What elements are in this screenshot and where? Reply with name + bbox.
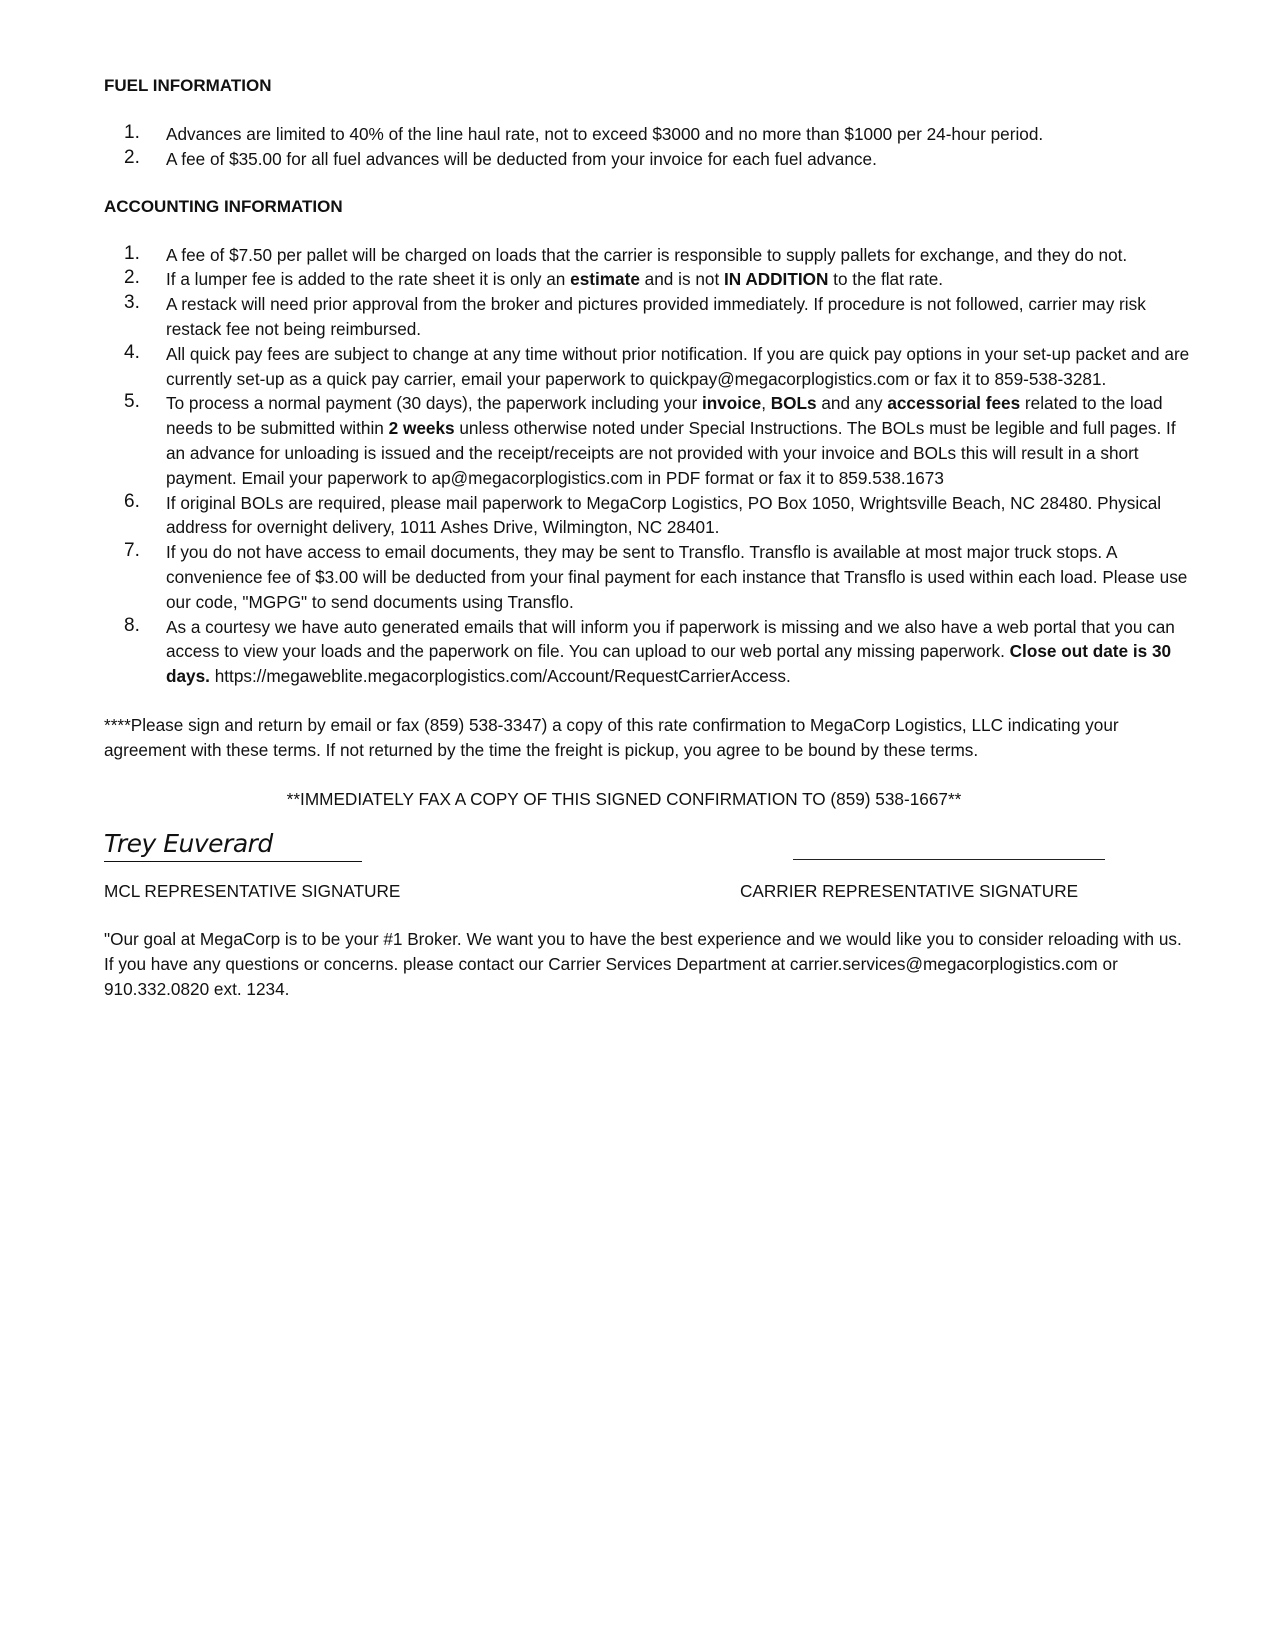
item-number: 8.: [124, 614, 140, 636]
item-text: As a courtesy we have auto generated emails that will inform you if paperwork is missing and we also have a web portal that you can access to view your loads and the paperwork on file. You can upload to our web portal any missing paperwork.: [166, 616, 1175, 662]
bold-text: invoice: [701, 393, 762, 414]
bold-text: Close out date is 30 days.: [166, 641, 1172, 687]
list-item: [104, 491, 1194, 541]
item-text: Advances are limited to 40% of the line haul rate, not to exceed $3000 and no more than $1000 per 24-hour period.: [166, 124, 1044, 144]
item-number: 2.: [124, 267, 140, 289]
list-item: [104, 342, 1194, 392]
list-item: [104, 615, 1194, 689]
list-item: [104, 292, 1194, 342]
list-item: [104, 267, 1194, 292]
fuel-information-heading: FUEL INFORMATION: [104, 76, 272, 95]
list-item: [104, 122, 1194, 147]
item-text: to the flat rate.: [828, 269, 944, 290]
item-text: If you do not have access to email documents, they may be sent to Transflo. Transflo is available at most major truck stops. A convenience fee of $3.00 will be deducted from your final payment for each instance that Transflo is used within each load. Please use our code, "MGPG" to send documents using Transflo.: [166, 542, 1188, 612]
item-text: unless otherwise noted under Special Instructions. The BOLs must be legible and full pages. If an advance for unloading is issued and the receipt/receipts are not provided with your invoice and BOLs this will result in a short payment. Email your paperwork to ap@megacorplogistics.com in PDF format or fax it to 859.538.1673: [166, 418, 1176, 488]
item-text: A restack will need prior approval from the broker and pictures provided immediately. If procedure is not followed, carrier may risk restack fee not being reimbursed.: [166, 294, 1146, 339]
item-text: and is not: [639, 269, 724, 290]
item-number: 6.: [124, 490, 140, 512]
item-text: If a lumper fee is added to the rate sheet it is only an: [166, 269, 571, 290]
bold-text: BOLs: [770, 393, 817, 414]
bold-text: 2 weeks: [388, 418, 455, 439]
fax-notice: **IMMEDIATELY FAX A COPY OF THIS SIGNED CONFIRMATION TO (859) 538-1667**: [286, 788, 962, 809]
accounting-terms-list: [104, 243, 1194, 689]
item-number: 5.: [124, 391, 140, 413]
bold-text: accessorial fees: [887, 393, 1021, 414]
item-number: 1.: [124, 122, 140, 143]
accounting-information-heading: ACCOUNTING INFORMATION: [104, 196, 343, 216]
item-text: If original BOLs are required, please mail paperwork to MegaCorp Logistics, PO Box 1050, Wrightsville Beach, NC 28480. Physical address for overnight delivery, 1011 Ashes Drive, Wilmington, NC 28401.: [166, 492, 1162, 538]
item-text: ,: [761, 393, 771, 414]
item-number: 2.: [124, 146, 140, 168]
closing-message: "Our goal at MegaCorp is to be your #1 Broker. We want you to have the best experience and we would like you to consider reloading with us. If you have any questions or concerns. please contact our Carrier Services Department at carrier.services@megacorplogistics.com or 910.332.0820 ext. 1234.: [104, 929, 1182, 999]
item-number: 1.: [124, 242, 140, 264]
list-item: [104, 540, 1194, 614]
item-number: 7.: [124, 540, 140, 562]
signature-labels: [104, 879, 1194, 904]
item-text: and any: [816, 393, 888, 414]
item-number: 3.: [124, 292, 140, 314]
signature-row: [104, 827, 1194, 867]
item-text: To process a normal payment (30 days), the paperwork including your: [166, 393, 702, 414]
item-text: A fee of $7.50 per pallet will be charged on loads that the carrier is responsible to supply pallets for exchange, and they do not.: [166, 244, 1128, 265]
list-item: [104, 391, 1194, 490]
carrier-signature-line[interactable]: [793, 859, 1105, 860]
item-text: A fee of $35.00 for all fuel advances will be deducted from your invoice for each fuel advance.: [166, 148, 877, 169]
item-text: All quick pay fees are subject to change at any time without prior notification. If you are quick pay options in your set-up packet and are currently set-up as a quick pay carrier, email your paperwork to quickpay@megacorplogistics.com or fax it to 859-538-3281.: [166, 343, 1190, 389]
item-number: 4.: [124, 341, 140, 363]
fuel-terms-list: [104, 122, 1194, 172]
carrier-signature-label: CARRIER REPRESENTATIVE SIGNATURE: [740, 881, 1079, 902]
item-text: https://megaweblite.megacorplogistics.com/Account/RequestCarrierAccess.: [209, 666, 791, 687]
document-page: [104, 74, 1194, 1002]
mcl-signature-line: Trey Euverard: [104, 827, 362, 862]
list-item: [104, 243, 1194, 268]
mcl-signature-label: MCL REPRESENTATIVE SIGNATURE: [104, 881, 401, 902]
sign-and-return-notice: ****Please sign and return by email or fax (859) 538-3347) a copy of this rate confirmation to MegaCorp Logistics, LLC indicating your agreement with these terms. If not returned by the time the freight is pickup, you agree to be bound by these terms.: [104, 714, 1119, 760]
item-text: related to the load needs to be submitted within: [166, 393, 1163, 439]
list-item: [104, 147, 1194, 172]
bold-text: estimate: [570, 269, 640, 290]
bold-text: IN ADDITION: [724, 269, 829, 290]
